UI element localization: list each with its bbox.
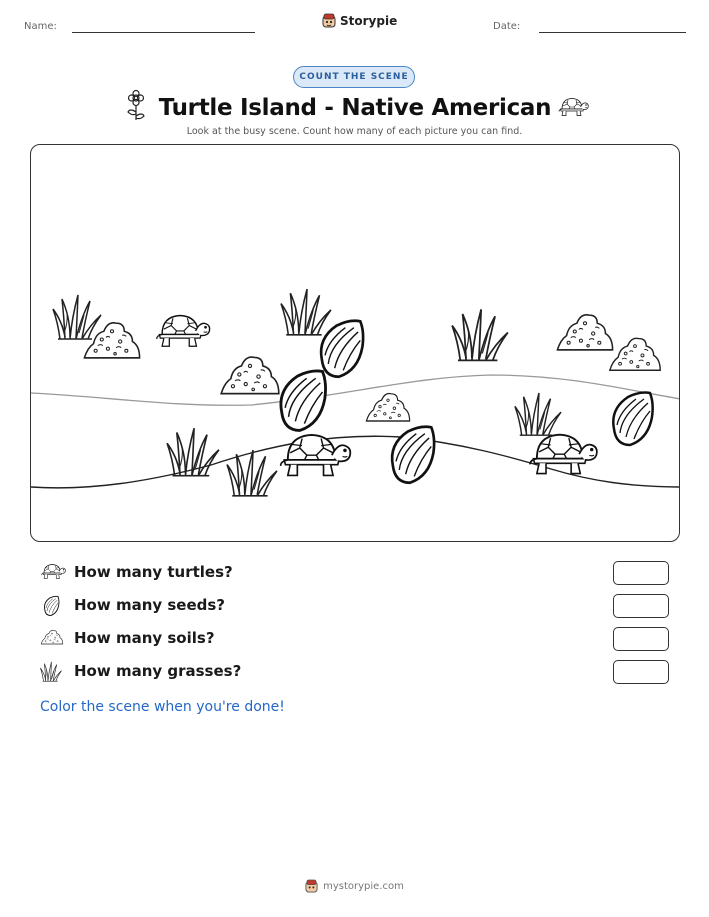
category-badge: COUNT THE SCENE xyxy=(293,66,415,88)
brand-logo xyxy=(322,13,397,29)
storypie-mascot-icon xyxy=(322,13,336,29)
storypie-mascot-icon xyxy=(305,879,318,894)
soils-answer-box[interactable] xyxy=(613,627,669,651)
date-field[interactable] xyxy=(539,32,686,33)
coloring-note: Color the scene when you're done! xyxy=(40,699,285,715)
turtle-2 xyxy=(530,435,597,474)
question-grasses xyxy=(40,660,670,686)
turtle-icon xyxy=(557,96,589,117)
grass-1 xyxy=(53,295,101,339)
grass-3 xyxy=(452,309,508,360)
page-title: Turtle Island - Native American xyxy=(158,95,552,121)
name-field[interactable] xyxy=(72,32,255,33)
scene-drawing xyxy=(31,145,680,542)
page-subtitle: Look at the busy scene. Count how many of each picture you can find. xyxy=(186,126,523,137)
soil-5 xyxy=(366,394,409,421)
name-label: Name: xyxy=(24,21,57,32)
turtle-1 xyxy=(157,316,210,347)
grass-5 xyxy=(167,428,219,476)
title-row xyxy=(0,90,709,126)
seed-2 xyxy=(281,371,326,431)
turtle-icon xyxy=(40,562,66,580)
hill-line-back xyxy=(31,375,680,405)
seed-3 xyxy=(613,393,652,446)
count-scene xyxy=(30,144,680,542)
soil-4 xyxy=(610,338,660,370)
seed-icon xyxy=(40,595,62,617)
soil-icon xyxy=(40,628,64,646)
soil-2 xyxy=(221,357,279,394)
question-text: How many grasses? xyxy=(74,662,242,680)
turtle-3 xyxy=(281,435,351,475)
question-text: How many soils? xyxy=(74,629,215,647)
question-text: How many seeds? xyxy=(74,596,226,614)
footer-url[interactable]: mystorypie.com xyxy=(323,881,404,892)
flower-icon xyxy=(124,90,148,122)
question-turtles xyxy=(40,561,670,587)
grasses-answer-box[interactable] xyxy=(613,660,669,684)
soil-3 xyxy=(557,315,612,350)
grass-2 xyxy=(281,289,331,335)
seed-4 xyxy=(392,427,434,483)
date-label: Date: xyxy=(493,21,521,32)
turtles-answer-box[interactable] xyxy=(613,561,669,585)
question-seeds xyxy=(40,594,670,620)
page-header xyxy=(0,0,709,50)
seed-1 xyxy=(321,321,363,377)
grass-4 xyxy=(515,393,561,435)
question-text: How many turtles? xyxy=(74,563,233,581)
page-footer xyxy=(0,879,709,894)
question-soils xyxy=(40,627,670,653)
brand-name: Storypie xyxy=(340,14,398,28)
grass-icon xyxy=(40,661,62,683)
seeds-answer-box[interactable] xyxy=(613,594,669,618)
